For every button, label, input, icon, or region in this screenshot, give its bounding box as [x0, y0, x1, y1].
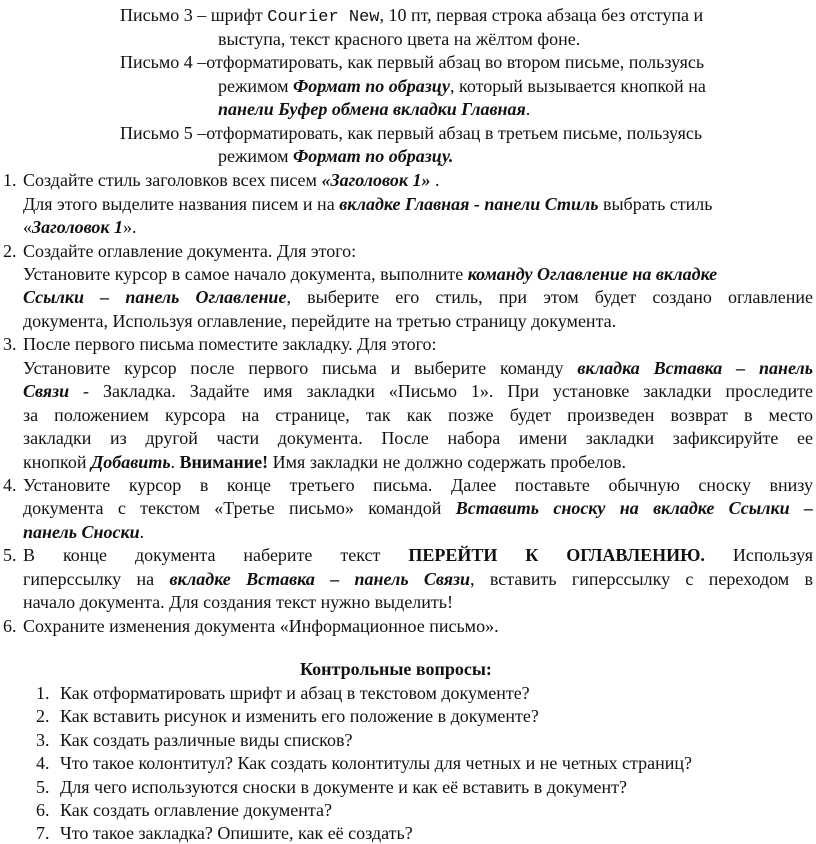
text: Имя закладки не должно содержать пробелов. — [268, 452, 626, 472]
ui-path: панель Сноски — [23, 522, 140, 542]
text: Для этого выделите названия писем и на — [23, 194, 340, 214]
style-name: «Заголовок 1» — [321, 170, 431, 190]
question-item: Как отформатировать шрифт и абзац в текстовом документе? — [60, 683, 530, 703]
question-item: Что такое колонтитул? Как создать колонтитулы для четных и не четных страниц? — [60, 753, 693, 773]
style-name: Заголовок 1 — [32, 217, 124, 237]
text: . — [170, 452, 180, 472]
step-number: 5. — [3, 545, 17, 565]
question-item: Для чего используются сноски в документе и как её вставить в документ? — [60, 777, 627, 797]
text: кнопкой — [23, 452, 91, 472]
letter5-line1: Письмо 5 –отформатировать, как первый абзац в третьем письме, пользуясь — [120, 123, 703, 143]
text: выбрать стиль — [598, 194, 713, 214]
question-number: 6. — [36, 800, 50, 820]
step1-line3 — [23, 216, 137, 238]
ui-path: вкладка Вставка – панель — [577, 358, 813, 378]
text: . — [139, 522, 145, 542]
question-number: 1. — [36, 683, 50, 703]
add-button-term: Добавить — [90, 452, 171, 472]
text: . — [525, 99, 531, 119]
step5-line3: начало документа. Для создания текст нужно выделить! — [23, 592, 453, 612]
letter3-text-cont: , 10 пт, первая строка абзаца без отступа и — [379, 5, 704, 25]
step1-line2 — [23, 193, 712, 215]
attention-label: Внимание! — [179, 452, 269, 472]
font-name: Courier New — [267, 8, 380, 27]
question-number: 4. — [36, 753, 50, 773]
letter3-text: Письмо 3 – шрифт — [120, 5, 268, 25]
step4-line3 — [23, 521, 144, 543]
letter4-line3 — [218, 98, 530, 120]
text: ». — [123, 217, 137, 237]
ui-path: команду Оглавление на вкладке — [467, 264, 718, 284]
step3-line5: закладки из другой части документа. После набора имени закладки зафиксируйте ее — [23, 428, 813, 448]
letter3-line2: выступа, текст красного цвета на жёлтом фоне. — [218, 29, 581, 49]
text: . — [430, 170, 440, 190]
step2-line4: документа, Используя оглавление, перейдите на третью страницу документа. — [23, 311, 617, 331]
letter3-line1 — [120, 4, 703, 29]
step3-line4: за положением курсора на странице, так как позже будет произведен возврат в место — [23, 405, 813, 425]
text: Установите курсор в самое начало документа, выполните — [23, 264, 468, 284]
question-number: 5. — [36, 777, 50, 797]
step6-line1: Сохраните изменения документа «Информационное письмо». — [23, 616, 499, 636]
step-number: 6. — [3, 616, 17, 636]
question-number: 2. — [36, 706, 50, 726]
question-item: Как вставить рисунок и изменить его положение в документе? — [60, 706, 539, 726]
text: режимом — [218, 146, 293, 166]
question-item: Как создать различные виды списков? — [60, 730, 353, 750]
letter4-line2 — [218, 75, 706, 97]
step2-line2 — [23, 263, 717, 285]
questions-heading: Контрольные вопросы: — [300, 659, 492, 679]
format-painter-term: Формат по образцу. — [293, 146, 454, 166]
text: гиперссылку на — [23, 569, 170, 589]
format-painter-term: Формат по образцу — [293, 76, 450, 96]
step4-line1: Установите курсор в конце третьего письма. Далее поставьте обычную сноску внизу — [23, 475, 813, 495]
text: В конце документа наберите текст — [23, 545, 409, 565]
step5-line1 — [23, 544, 813, 566]
step1-line1 — [23, 169, 439, 191]
step-number: 2. — [3, 241, 17, 261]
ui-path: Ссылки – панель Оглавление — [23, 287, 287, 307]
step3-line6 — [23, 451, 626, 473]
text: « — [23, 217, 32, 237]
question-number: 7. — [36, 823, 50, 843]
ui-path: вкладке Вставка – панель Связи — [169, 569, 471, 589]
ui-path: Связи — [23, 381, 70, 401]
text: Установите курсор после первого письма и выберите команду — [23, 358, 578, 378]
text: , выберите его стиль, при этом будет создано оглавление — [286, 287, 813, 307]
text: , вставить гиперссылку с переходом в — [470, 569, 813, 589]
letter5-line2 — [218, 145, 453, 167]
text: , который вызывается кнопкой на — [449, 76, 706, 96]
question-item: Что такое закладка? Опишите, как её создать? — [60, 823, 413, 843]
step-number: 4. — [3, 475, 17, 495]
step3-line3 — [23, 380, 813, 402]
text: Создайте стиль заголовков всех писем — [23, 170, 322, 190]
ui-path: Вставить сноску на вкладке Ссылки – — [455, 498, 813, 518]
text: - Закладка. Задайте имя закладки «Письмо 1». При установке закладки проследите — [69, 381, 813, 401]
question-number: 3. — [36, 730, 50, 750]
text: режимом — [218, 76, 293, 96]
step4-line2 — [23, 497, 813, 519]
step5-line2 — [23, 568, 813, 590]
step3-line2 — [23, 357, 813, 379]
text: документа с текстом «Третье письмо» командой — [23, 498, 456, 518]
question-item: Как создать оглавление документа? — [60, 800, 332, 820]
step-number: 1. — [3, 170, 17, 190]
step3-line1: После первого письма поместите закладку. Для этого: — [23, 334, 437, 354]
letter4-line1: Письмо 4 –отформатировать, как первый абзац во втором письме, пользуясь — [120, 52, 705, 72]
step2-line1: Создайте оглавление документа. Для этого: — [23, 241, 357, 261]
goto-toc-text: ПЕРЕЙТИ К ОГЛАВЛЕНИЮ. — [408, 545, 705, 565]
step-number: 3. — [3, 334, 17, 354]
step2-line3 — [23, 286, 813, 308]
clipboard-panel-term: панели Буфер обмена вкладки Главная — [218, 99, 526, 119]
text: Используя — [704, 545, 813, 565]
ui-path: вкладке Главная - панели Стиль — [339, 194, 599, 214]
